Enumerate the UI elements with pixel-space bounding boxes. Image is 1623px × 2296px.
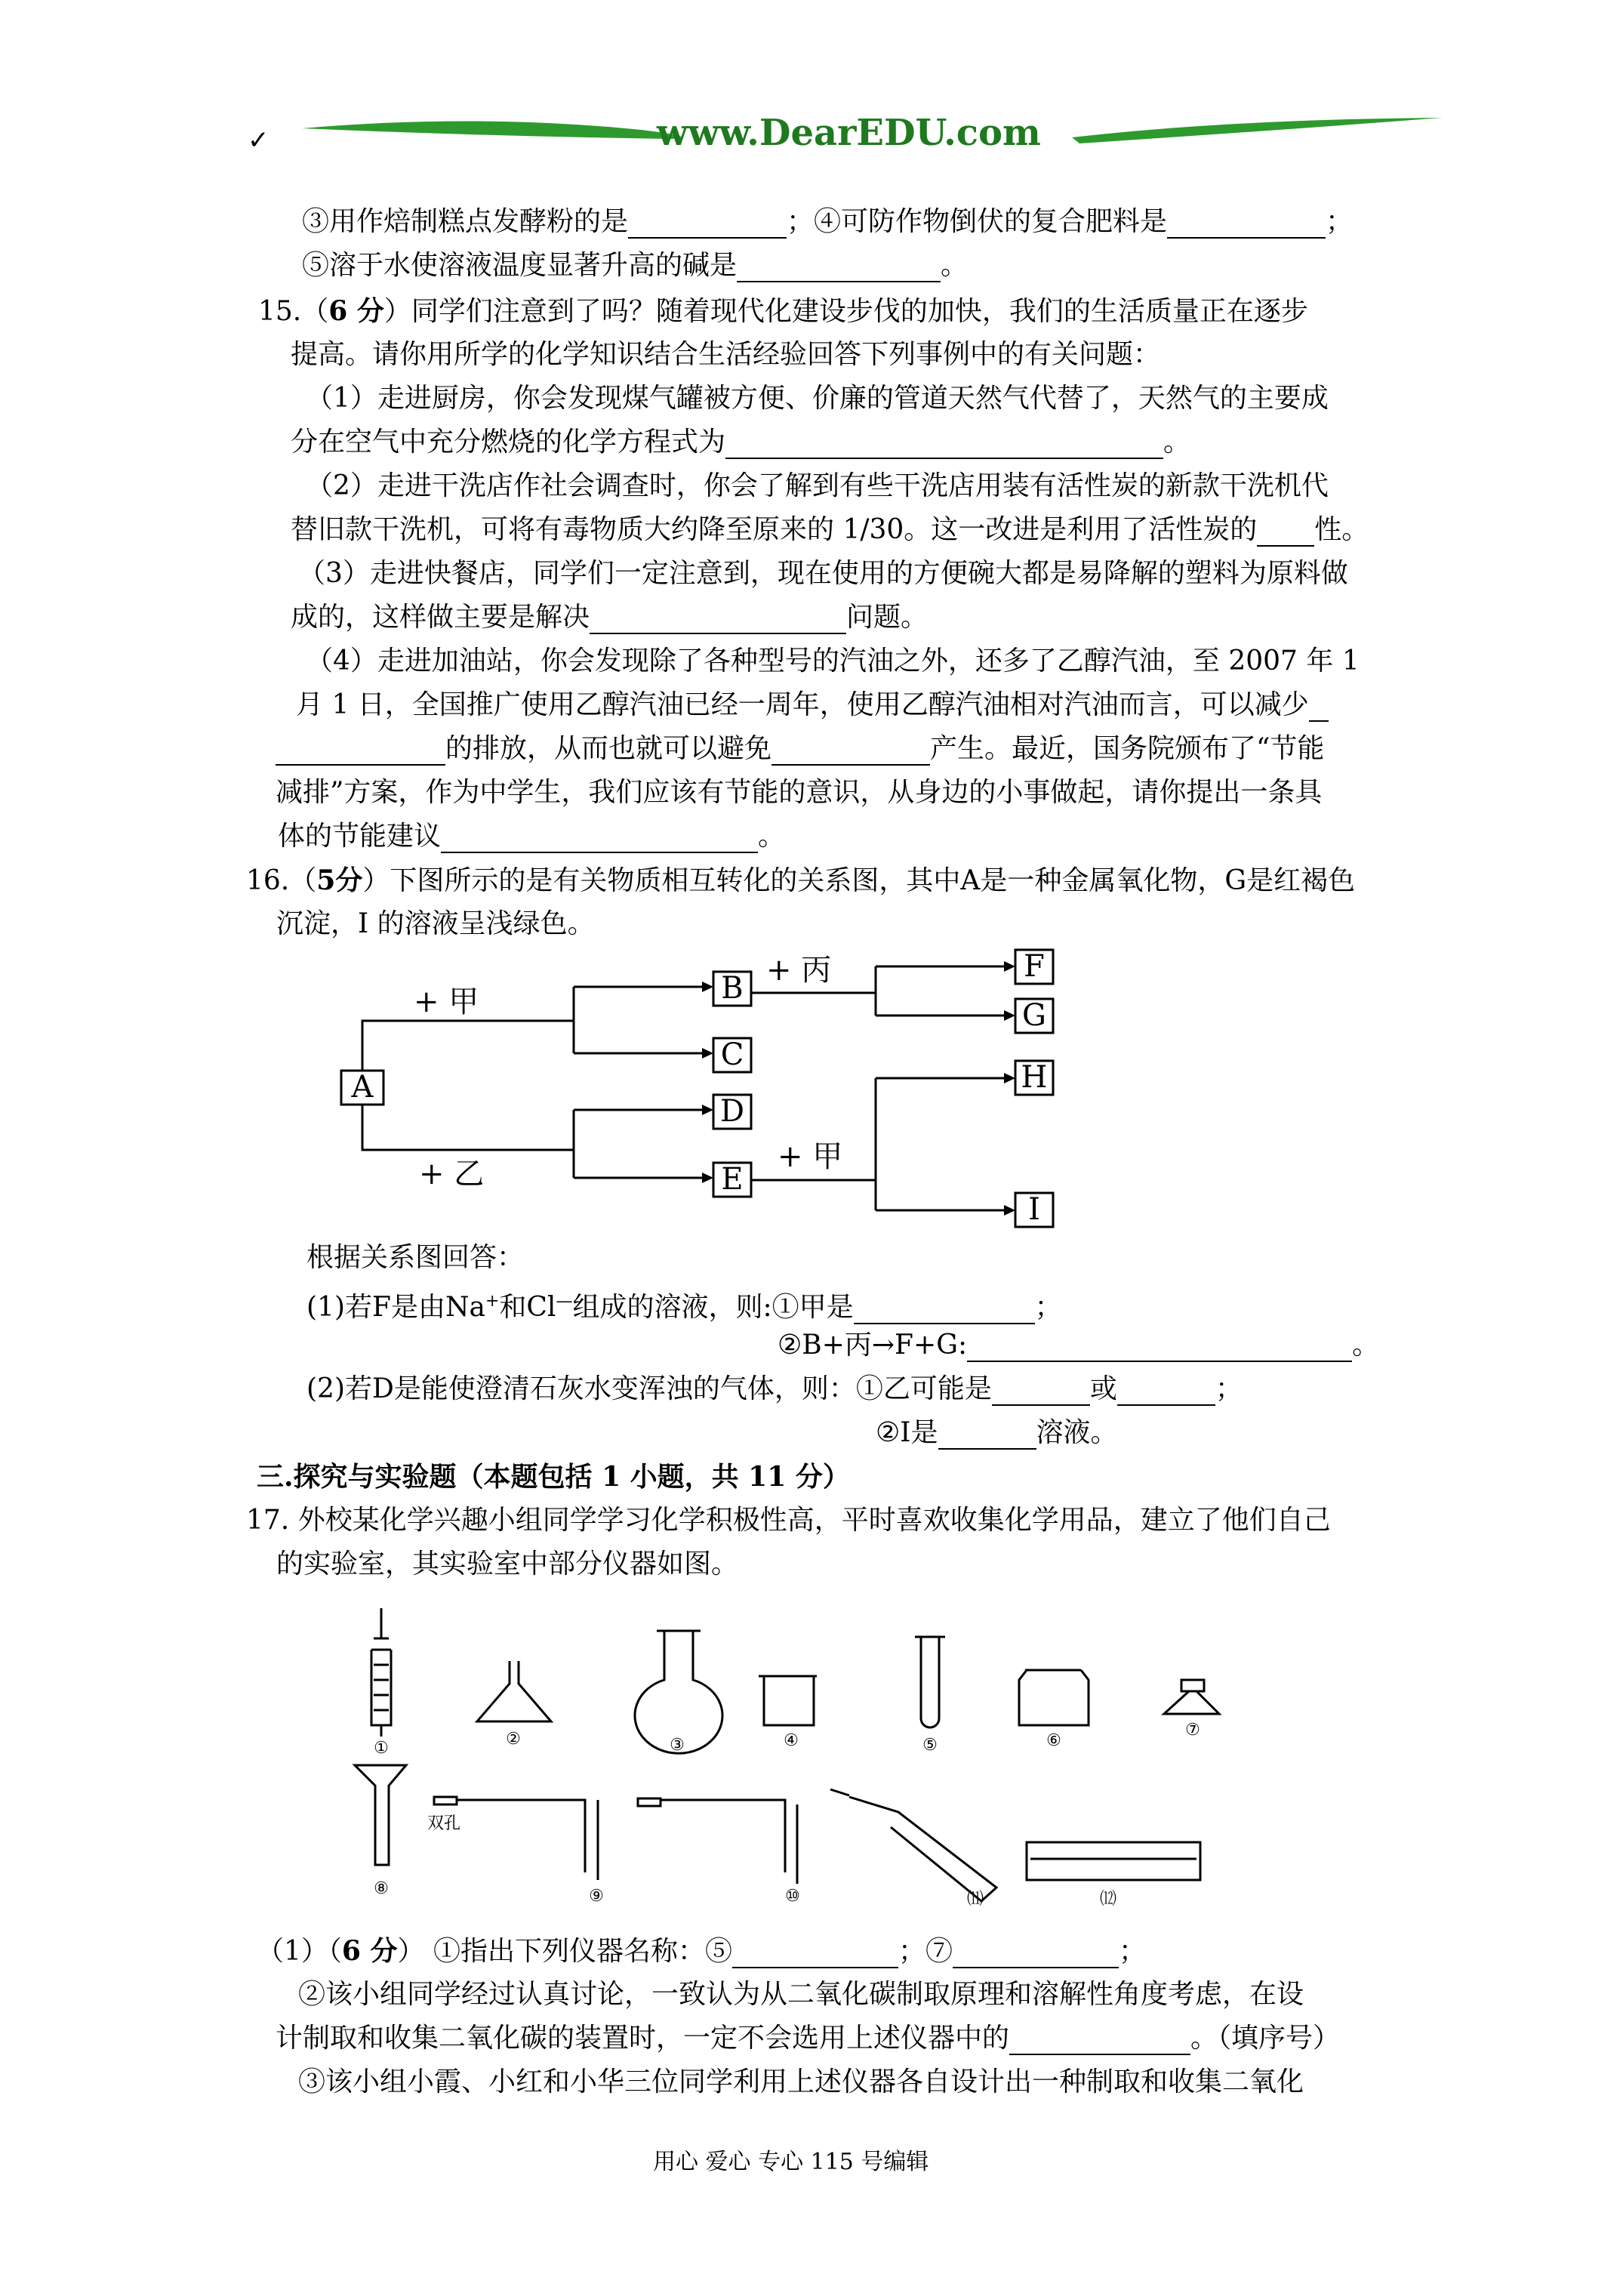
answer-blank[interactable] xyxy=(953,1941,1119,1968)
answer-blank[interactable] xyxy=(628,211,787,239)
site-logo-text: www.DearEDU.com xyxy=(657,112,1041,154)
q15-part4-text: 的排放，从而也就可以避免 xyxy=(445,733,772,764)
punctuation: ； xyxy=(1215,1373,1243,1404)
node-d: D xyxy=(719,1094,745,1129)
q15-part4-line2 xyxy=(296,689,1329,722)
answer-blank[interactable] xyxy=(1257,519,1314,547)
arrowhead xyxy=(702,982,713,992)
answer-blank[interactable] xyxy=(732,1941,898,1968)
apparatus-figure xyxy=(340,1601,1246,1918)
water-trough-icon xyxy=(1027,1842,1200,1880)
q15-part1-text: 分在空气中充分燃烧的化学方程式为 xyxy=(291,427,726,458)
node-a: A xyxy=(351,1070,374,1105)
double-hole-label: 双孔 xyxy=(427,1814,461,1833)
q15-part3-text: 成的，这样做主要是解决 xyxy=(291,602,590,633)
right-leaf-stroke xyxy=(1072,118,1442,143)
arrowhead xyxy=(1004,1205,1015,1216)
q15-part1-line2 xyxy=(291,426,1190,459)
punctuation: 性。 xyxy=(1314,514,1369,545)
node-i: I xyxy=(1028,1192,1040,1227)
test-tube-icon xyxy=(921,1637,939,1727)
punctuation: 问题。 xyxy=(846,602,929,633)
q16-part1-text: 组成的溶液，则:①甲是 xyxy=(572,1292,854,1323)
q16-part2-text: 或 xyxy=(1089,1373,1117,1404)
node-h: H xyxy=(1021,1060,1048,1095)
arrowhead xyxy=(702,1173,713,1183)
q17-part1-text: （1）（ xyxy=(257,1936,342,1967)
q16-part1-text: 和Cl xyxy=(499,1292,556,1323)
node-e: E xyxy=(721,1162,744,1197)
q15-part4-text: 产生。最近，国务院颁布了“节能 xyxy=(930,733,1325,764)
answer-blank[interactable] xyxy=(967,1335,1352,1362)
punctuation: 。 xyxy=(941,250,969,281)
superscript: + xyxy=(485,1292,500,1311)
arrowhead xyxy=(702,1048,713,1059)
reagent-label-bing: + 丙 xyxy=(766,953,832,988)
apparatus-number: ① xyxy=(374,1739,389,1758)
punctuation: 。 xyxy=(1352,1330,1380,1361)
long-neck-funnel-icon xyxy=(355,1765,406,1865)
answer-blank[interactable] xyxy=(1009,2028,1190,2055)
apparatus-number: ⑧ xyxy=(374,1879,389,1898)
q16-stem-line1 xyxy=(246,864,1355,898)
punctuation: ； xyxy=(1034,1292,1062,1323)
left-leaf-stroke xyxy=(302,121,682,139)
apparatus-number: ⑥ xyxy=(1046,1731,1061,1750)
double-hole-stopper-tube-icon xyxy=(434,1797,598,1880)
score: 5分 xyxy=(316,864,363,896)
q16-intro: 根据关系图回答： xyxy=(306,1242,525,1273)
punctuation: ； xyxy=(1118,1936,1146,1967)
apparatus-number: ③ xyxy=(670,1736,685,1755)
punctuation: 。 xyxy=(1163,427,1191,458)
q16-part2-text: (2)若D是能使澄清石灰水变浑浊的气体，则：①乙可能是 xyxy=(306,1373,992,1404)
q15-part4-line4: 减排”方案，作为中学生，我们应该有节能的意识，从身边的小事做起，请你提出一条具 xyxy=(276,777,1323,808)
answer-blank[interactable] xyxy=(771,738,930,766)
q17-part1-text: ） ①指出下列仪器名称：⑤ xyxy=(397,1936,732,1967)
q15-part3-line1: （3）走进快餐店，同学们一定注意到，现在使用的方便碗大都是易降解的塑料为原料做 xyxy=(298,558,1348,589)
node-g: G xyxy=(1022,998,1046,1033)
node-f: F xyxy=(1024,949,1045,984)
alcohol-lamp-icon xyxy=(1164,1680,1219,1714)
q14-item4-text: ；④可防作物倒伏的复合肥料是 xyxy=(787,206,1168,237)
arrowhead xyxy=(1004,961,1015,972)
q16-part1-text: ②B+丙→F+G: xyxy=(778,1330,968,1361)
arrowhead xyxy=(1004,1073,1015,1083)
reagent-label-jia-bottom: + 甲 xyxy=(778,1139,843,1174)
q14-item3-text: ③用作焙制糕点发酵粉的是 xyxy=(302,206,629,237)
apparatus-number: ⑿ xyxy=(1099,1890,1117,1909)
q15-stem-line1 xyxy=(258,294,1308,328)
apparatus-number: ② xyxy=(506,1730,521,1749)
q17-part2-text: 。（填序号） xyxy=(1190,2023,1341,2054)
q16-part1-text: (1)若F是由Na xyxy=(306,1292,485,1323)
q14-line4 xyxy=(302,249,968,282)
arrowhead xyxy=(1004,1010,1015,1021)
q17-part2-line1: ②该小组同学经过认真讨论，一致认为从二氧化碳制取原理和溶解性角度考虑，在设 xyxy=(298,1979,1304,2010)
q15-part2-text: 替旧款干洗机，可将有毒物质大约降至原来的 1/30。这一改进是利用了活性炭的 xyxy=(291,514,1258,545)
relation-diagram xyxy=(332,944,1072,1231)
apparatus-number: ④ xyxy=(784,1731,799,1750)
connector-line xyxy=(362,1021,574,1071)
apparatus-number: ⑩ xyxy=(785,1887,800,1906)
q17-stem-line1: 17. 外校某化学兴趣小组同学学习化学积极性高，平时喜欢收集化学用品，建立了他们自己 xyxy=(246,1505,1331,1536)
reagent-label-jia-top: + 甲 xyxy=(414,985,479,1019)
answer-blank[interactable] xyxy=(1167,211,1326,239)
node-c: C xyxy=(720,1037,744,1072)
q15-stem-text: ）同学们注意到了吗？随着现代化建设步伐的加快，我们的生活质量正在逐步 xyxy=(383,296,1308,327)
beaker-icon xyxy=(759,1676,817,1725)
connector-line xyxy=(362,1105,574,1150)
apparatus-number: ⑾ xyxy=(966,1890,984,1909)
q15-part4-text: 体的节能建议 xyxy=(278,821,442,852)
single-hole-stopper-tube-icon xyxy=(638,1798,797,1884)
q15-part2-line1: （2）走进干洗店作社会调查时，你会了解到有些干洗店用装有活性炭的新款干洗机代 xyxy=(306,470,1329,501)
q16-part2-line2 xyxy=(876,1416,1118,1450)
reagent-label-yi: + 乙 xyxy=(419,1157,485,1191)
q15-stem-line2: 提高。请你用所学的化学知识结合生活经验回答下列事例中的有关问题： xyxy=(291,339,1161,370)
syringe-icon xyxy=(371,1608,391,1737)
score: 6 分 xyxy=(328,295,384,327)
apparatus-number: ⑤ xyxy=(922,1736,938,1755)
punctuation: 。 xyxy=(758,821,786,852)
q17-part2-text: 计制取和收集二氧化碳的装置时，一定不会选用上述仪器中的 xyxy=(276,2023,1010,2054)
apparatus-number: ⑨ xyxy=(589,1887,604,1906)
arrowhead xyxy=(702,1105,713,1115)
section-heading: 三.探究与实验题（本题包括 1 小题，共 11 分） xyxy=(257,1461,850,1493)
answer-blank[interactable] xyxy=(590,607,846,634)
answer-blank[interactable] xyxy=(1117,1379,1215,1406)
answer-blank[interactable] xyxy=(276,738,445,766)
answer-blank[interactable] xyxy=(1309,695,1329,722)
answer-blank[interactable] xyxy=(938,1422,1036,1450)
page-footer: 用心 爱心 专心 115 号编辑 xyxy=(653,2149,929,2175)
answer-blank[interactable] xyxy=(992,1379,1090,1406)
q17-part1-line1 xyxy=(257,1934,1146,1968)
answer-blank[interactable] xyxy=(854,1297,1035,1324)
q16-part2-line1 xyxy=(306,1373,1243,1406)
q16-part1-line1 xyxy=(306,1285,1062,1324)
q17-part1-text: ；⑦ xyxy=(898,1936,953,1967)
q14-item5-text: ⑤溶于水使溶液温度显著升高的碱是 xyxy=(302,250,738,281)
q15-part1-line1: （1）走进厨房，你会发现煤气罐被方便、价廉的管道天然气代替了，天然气的主要成 xyxy=(306,383,1329,414)
answer-blank[interactable] xyxy=(737,255,941,282)
q15-part4-line3 xyxy=(276,732,1324,766)
answer-blank[interactable] xyxy=(725,432,1163,459)
header-banner xyxy=(249,106,1457,159)
q15-part4-line1: （4）走进加油站，你会发现除了各种型号的汽油之外，还多了乙醇汽油，至 2007 年 1 xyxy=(306,646,1360,676)
q15-part3-line2 xyxy=(291,601,928,634)
punctuation: ； xyxy=(1326,206,1354,237)
q15-part4-text: 月 1 日，全国推广使用乙醇汽油已经一周年，使用乙醇汽油相对汽油而言，可以减少 xyxy=(296,689,1309,720)
check-mark: ✓ xyxy=(248,125,269,156)
score: 6 分 xyxy=(341,1935,398,1967)
apparatus-number: ⑦ xyxy=(1185,1721,1200,1740)
conical-flask-icon xyxy=(477,1661,551,1721)
q17-part3-line1: ③该小组小霞、小红和小华三位同学利用上述仪器各自设计出一种制取和收集二氧化 xyxy=(298,2066,1304,2097)
superscript: — xyxy=(556,1292,573,1311)
q15-part2-line2 xyxy=(291,513,1369,547)
q16-part1-line2 xyxy=(778,1329,1379,1362)
question-number: 16.（ xyxy=(246,865,317,896)
syringe-scale xyxy=(374,1665,389,1710)
q16-stem-line2: 沉淀，I 的溶液呈浅绿色。 xyxy=(276,908,595,939)
gas-jar-icon xyxy=(1019,1670,1089,1725)
node-b: B xyxy=(721,971,744,1006)
q16-stem-text: ）下图所示的是有关物质相互转化的关系图，其中A是一种金属氧化物，G是红褐色 xyxy=(362,865,1356,896)
question-number: 15.（ xyxy=(258,296,329,327)
q16-part2-text: 溶液。 xyxy=(1036,1417,1118,1448)
q14-line3 xyxy=(302,205,1353,239)
answer-blank[interactable] xyxy=(441,826,758,853)
q15-part4-line5 xyxy=(278,820,785,853)
q17-part2-line2 xyxy=(276,2022,1340,2055)
delivery-tube-icon xyxy=(830,1789,996,1901)
round-bottom-flask-icon xyxy=(635,1631,722,1753)
q17-stem-line2: 的实验室，其实验室中部分仪器如图。 xyxy=(276,1549,739,1579)
q16-part2-text: ②I是 xyxy=(876,1417,938,1448)
